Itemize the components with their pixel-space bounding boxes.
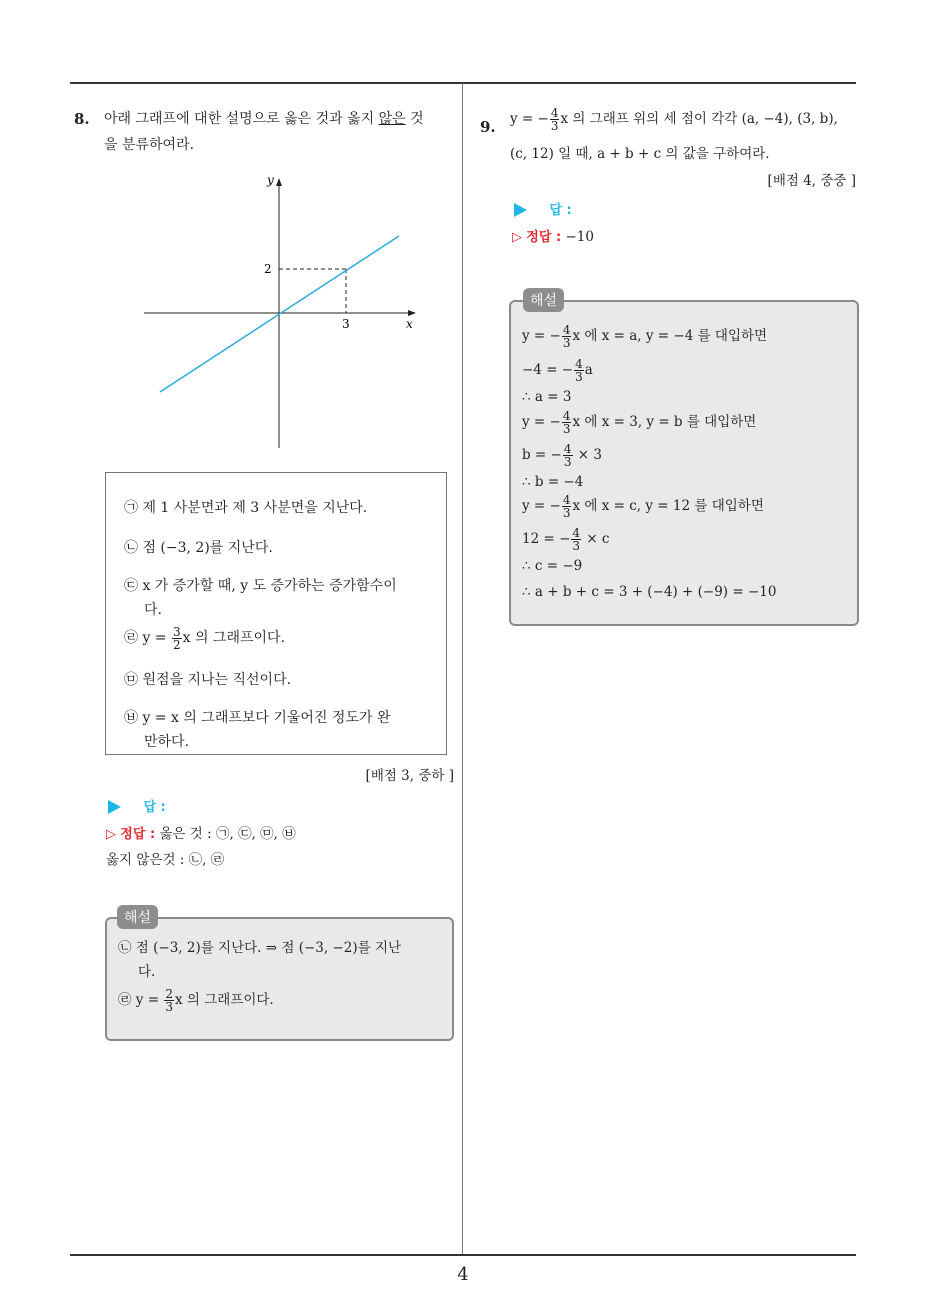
choice-4-frac (172, 626, 182, 651)
q9-key-label: 정답 : (526, 230, 562, 245)
q9-question-text (510, 106, 858, 132)
q8-graph (140, 170, 430, 455)
q8-points: [배점 3, 중하 ] (365, 768, 454, 784)
q9-number: 9. (480, 118, 496, 136)
sol-l3a: ㉣ y = (118, 992, 164, 1008)
y-axis-arrow (276, 178, 282, 186)
q9-text-b: x 의 그래프 위의 세 점이 각각 (a, −4), (3, b), (560, 111, 838, 127)
frac-den: 3 (562, 422, 571, 436)
frac-den: 3 (562, 506, 571, 520)
q8-text-line1: 아래 그래프에 대한 설명으로 옳은 것과 옳지 (104, 111, 379, 127)
q8-solution-tag: 해설 (117, 905, 158, 929)
q9-frac (550, 107, 560, 132)
q8-text-underlined: 않은 (378, 111, 406, 127)
q9-key-row (512, 226, 594, 245)
q8-number: 8. (74, 110, 90, 128)
q9-sol-7 (522, 494, 764, 519)
frac-den: 3 (563, 455, 572, 469)
q8-sol-line2: 다. (138, 964, 156, 980)
x-axis-arrow (408, 310, 416, 316)
q9-text-a: y = − (510, 111, 549, 127)
top-rule (70, 82, 856, 84)
q9-points: [배점 4, 중중 ] (767, 173, 856, 189)
s4b: x 에 x = 3, y = b 를 대입하면 (572, 414, 757, 430)
bottom-rule (70, 1254, 856, 1256)
frac-den: 3 (165, 1000, 173, 1014)
choice-2: ㉡ 점 (−3, 2)를 지난다. (124, 540, 273, 556)
frac-num: 2 (165, 987, 173, 1001)
s4-frac (562, 410, 572, 435)
s5b: × 3 (573, 447, 602, 463)
triangle-icon: ▷ (512, 230, 522, 245)
s2a: −4 = − (522, 362, 574, 378)
frac-num: 4 (562, 409, 571, 423)
frac-num: 4 (572, 526, 581, 540)
q9-text-line2: (c, 12) 일 때, a + b + c 의 값을 구하여라. (510, 146, 770, 162)
q8-text-end: 것 (405, 111, 424, 127)
frac-den: 2 (173, 637, 181, 652)
page-number: 4 (457, 1264, 469, 1285)
choice-4-b: x 의 그래프이다. (182, 630, 286, 646)
triangle-icon: ▷ (106, 827, 116, 842)
frac-num: 4 (562, 323, 571, 337)
q9-sol-4 (522, 410, 756, 435)
q8-text-line2: 을 분류하여라. (104, 137, 195, 153)
s7a: y = − (522, 498, 561, 514)
q8-sol-line1: ㉡ 점 (−3, 2)를 지난다. ⇒ 점 (−3, −2)를 지난 (118, 940, 402, 956)
play-icon (108, 800, 121, 814)
column-divider (462, 83, 463, 1255)
s2b: a (584, 362, 593, 378)
y-axis-label: y (267, 173, 274, 187)
s8-frac (571, 527, 581, 552)
s2-frac (574, 358, 584, 383)
frac-num: 4 (550, 106, 559, 120)
choice-3: ㉢ x 가 증가할 때, y 도 증가하는 증가함수이 (124, 578, 397, 594)
q8-key-row (106, 822, 296, 842)
s7-frac (562, 494, 572, 519)
q8-key-text2: 옳지 않은것 : ㉡, ㉣ (106, 852, 225, 868)
q8-choices-box (105, 472, 447, 755)
frac-num: 3 (173, 624, 181, 639)
choice-3-cont: 다. (144, 602, 162, 618)
sol-l3b: x 의 그래프이다. (174, 992, 274, 1008)
q8-answer-row (108, 796, 166, 815)
q9-sol-2 (522, 358, 593, 383)
choice-4 (124, 625, 428, 651)
q8-sol-line3 (118, 988, 274, 1013)
choice-6: ㉥ y = x 의 그래프보다 기울어진 정도가 완 (124, 710, 391, 726)
q8-answer-label: 답 : (143, 800, 166, 815)
play-icon (514, 203, 527, 217)
s4a: y = − (522, 414, 561, 430)
choice-5: ㉤ 원점을 지나는 직선이다. (124, 672, 292, 688)
s1a: y = − (522, 328, 561, 344)
q8-question-text (104, 106, 456, 158)
q9-sol-10: ∴ a + b + c = 3 + (−4) + (−9) = −10 (522, 584, 777, 600)
choice-1: ㉠ 제 1 사분면과 제 3 사분면을 지난다. (124, 500, 368, 516)
q9-sol-9: ∴ c = −9 (522, 558, 583, 574)
q8-solution-box (105, 917, 454, 1041)
q9-key-text: −10 (565, 229, 594, 245)
s8a: 12 = − (522, 531, 571, 547)
frac-den: 3 (550, 119, 559, 133)
frac-num: 4 (575, 357, 583, 371)
sol-l3-frac (164, 988, 174, 1013)
x-axis-label: x (406, 317, 413, 331)
q9-sol-8 (522, 527, 610, 552)
s1-frac (562, 324, 572, 349)
q9-sol-1 (522, 324, 767, 349)
q9-answer-label: 답 : (549, 203, 572, 218)
q9-sol-3: ∴ a = 3 (522, 389, 572, 405)
frac-den: 3 (572, 539, 581, 553)
choice-4-a: ㉣ y = (124, 630, 171, 646)
choice-6-cont: 만하다. (144, 734, 190, 750)
frac-num: 4 (563, 442, 572, 456)
q9-sol-6: ∴ b = −4 (522, 474, 584, 490)
q8-key-label: 정답 : (120, 827, 156, 842)
y-tick-label: 2 (264, 262, 272, 276)
frac-num: 4 (562, 493, 571, 507)
frac-den: 3 (562, 336, 571, 350)
q8-key-text: 옳은 것 : ㉠, ㉢, ㉤, ㉥ (159, 826, 296, 842)
frac-den: 3 (575, 370, 583, 384)
s5-frac (563, 443, 573, 468)
s5a: b = − (522, 447, 562, 463)
s1b: x 에 x = a, y = −4 를 대입하면 (572, 328, 768, 344)
q9-sol-5 (522, 443, 602, 468)
s7b: x 에 x = c, y = 12 를 대입하면 (572, 498, 764, 514)
x-tick-label: 3 (342, 317, 350, 331)
s8b: × c (582, 531, 610, 547)
q9-answer-row (514, 199, 572, 218)
q9-solution-tag: 해설 (523, 288, 564, 312)
